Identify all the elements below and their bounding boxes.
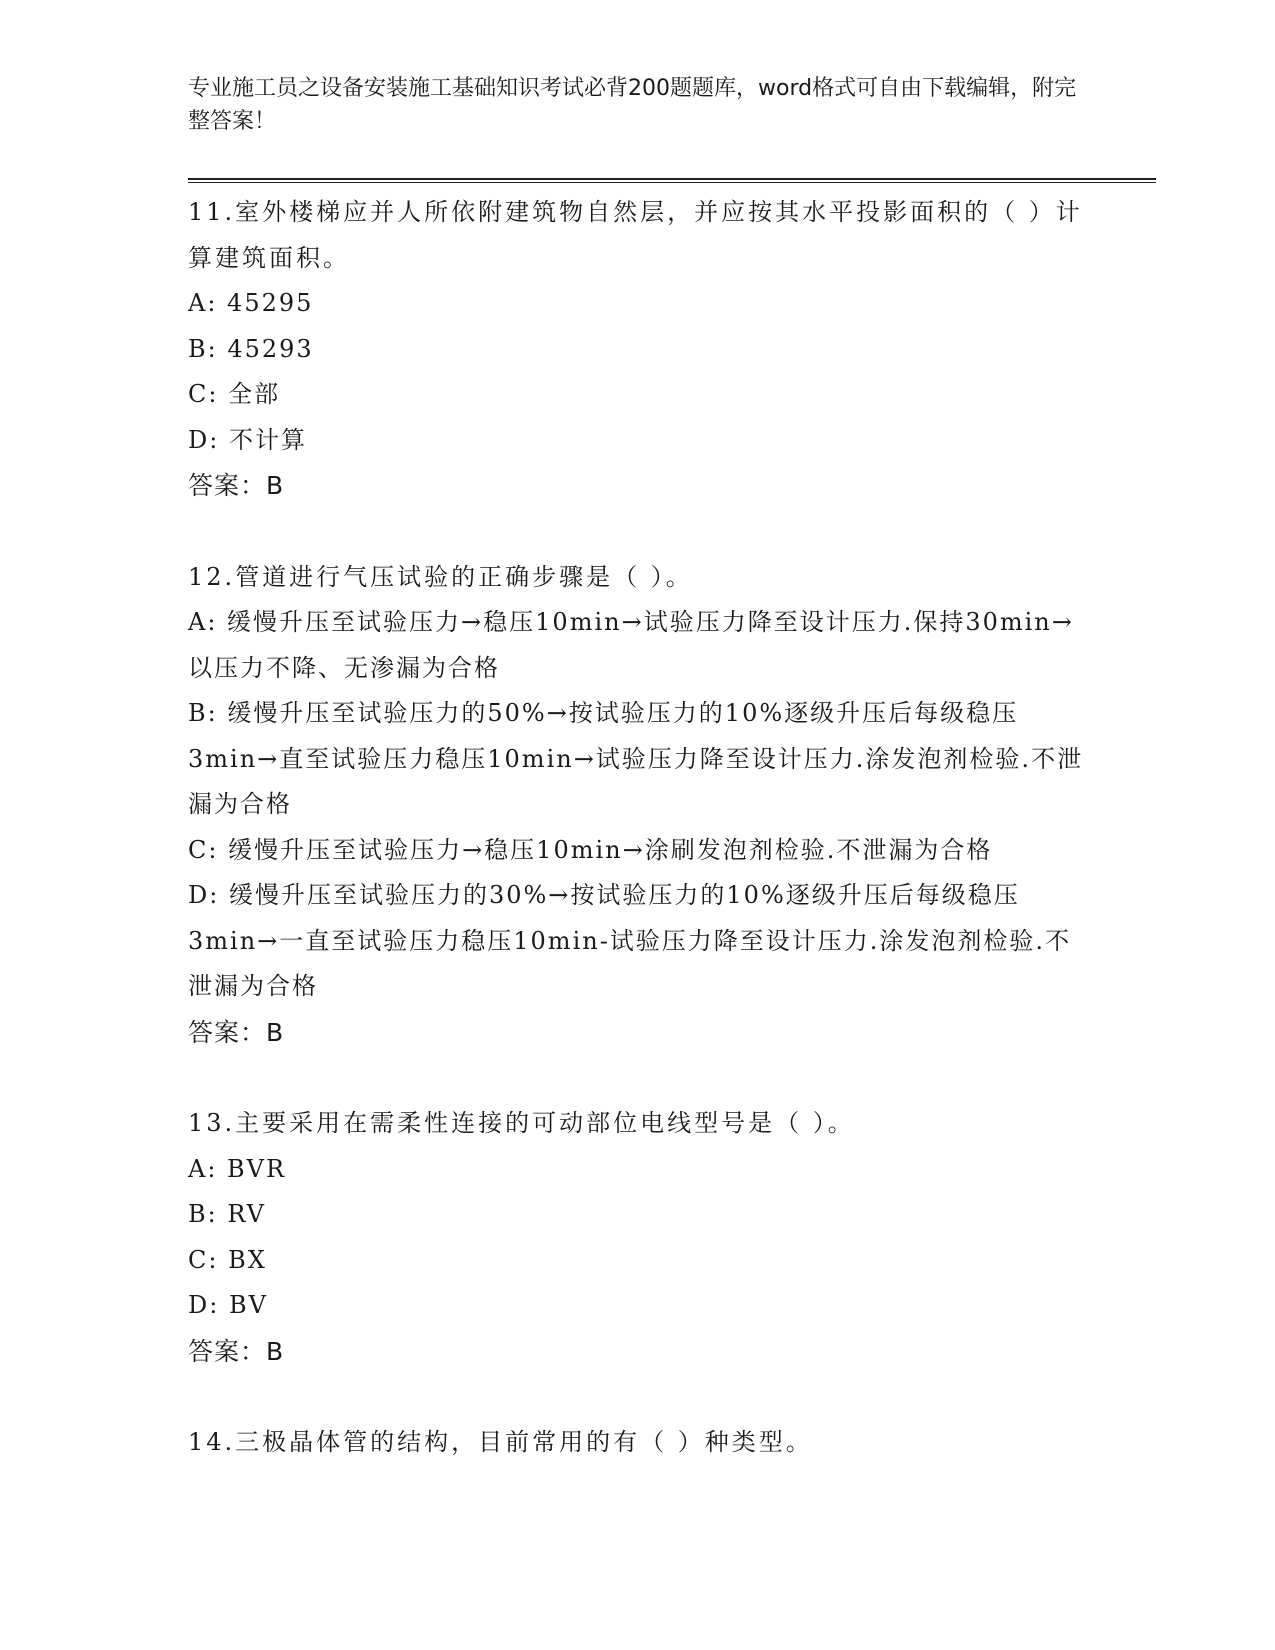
option-c: C: BX [188, 1245, 267, 1274]
question-stem: 12.管道进行气压试验的正确步骤是（ ）。 [188, 562, 693, 591]
header-divider-thick [188, 178, 1156, 180]
question-12 [188, 555, 1088, 1056]
answer-label: 答案：B [188, 1017, 285, 1047]
option-d: D: 缓慢升压至试验压力的30%→按试验压力的10%逐级升压后每级稳压3min→一直至试验压力稳压10min-试验压力降至设计压力.涂发泡剂检验.不泄漏为合格 [188, 881, 1072, 1000]
question-stem: 13.主要采用在需柔性连接的可动部位电线型号是（ ）。 [188, 1109, 855, 1137]
option-d: D: BV [188, 1291, 268, 1319]
header-text: 专业施工员之设备安装施工基础知识考试必背200题题库，word格式可自由下载编辑，附完整答案！ [188, 76, 1077, 134]
question-13 [188, 1101, 1088, 1374]
option-b: B: 45293 [188, 334, 314, 363]
option-a: A: BVR [188, 1154, 287, 1183]
question-11 [188, 190, 1088, 509]
option-a: A: 45295 [188, 289, 314, 317]
option-d: D: 不计算 [188, 425, 307, 454]
option-b: B: RV [188, 1200, 266, 1228]
question-14 [188, 1420, 1088, 1466]
option-c: C: 全部 [188, 380, 281, 408]
option-a: A: 缓慢升压至试验压力→稳压10min→试验压力降至设计压力.保持30min→以压力不降、无渗漏为合格 [188, 608, 1074, 682]
question-stem: 14.三极晶体管的结构，目前常用的有（ ）种类型。 [188, 1428, 813, 1456]
question-list [188, 190, 1088, 1512]
option-c: C: 缓慢升压至试验压力→稳压10min→涂刷发泡剂检验.不泄漏为合格 [188, 835, 993, 864]
question-stem: 11.室外楼梯应并人所依附建筑物自然层，并应按其水平投影面积的（ ）计算建筑面积。 [188, 198, 1083, 272]
option-b: B: 缓慢升压至试验压力的50%→按试验压力的10%逐级升压后每级稳压3min→直至试验压力稳压10min→试验压力降至设计压力.涂发泡剂检验.不泄漏为合格 [188, 699, 1084, 818]
answer-label: 答案：B [188, 471, 285, 500]
document-header [188, 72, 1088, 138]
header-divider-thin [188, 182, 1156, 183]
answer-label: 答案：B [188, 1336, 285, 1366]
